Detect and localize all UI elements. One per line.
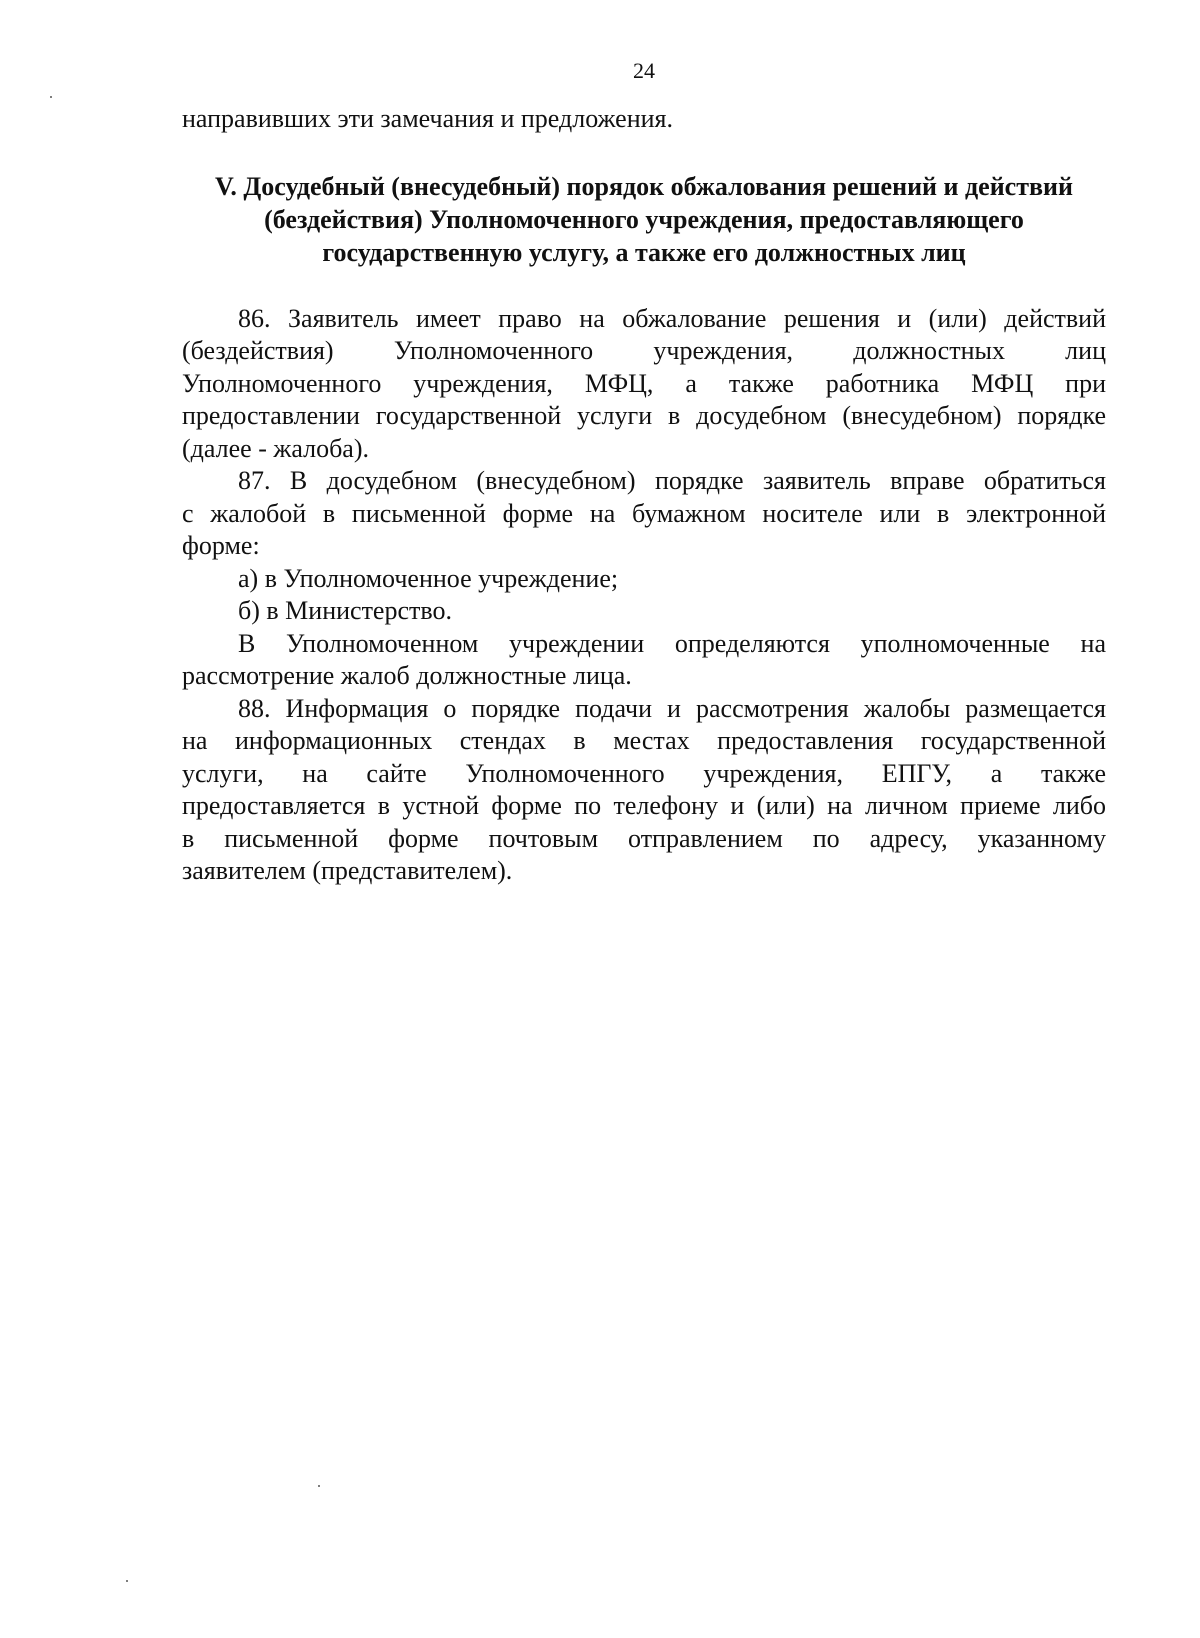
paragraph-line: а) в Уполномоченное учреждение; xyxy=(238,563,619,593)
paragraph-line: заявителем (представителем). xyxy=(182,856,513,885)
page-number: 24 xyxy=(633,58,655,83)
paragraph-line: (далее - жалоба). xyxy=(182,433,370,463)
scan-speck xyxy=(126,1580,128,1582)
paragraph-line: форме: xyxy=(182,531,260,560)
section-heading-line: V. Досудебный (внесудебный) порядок обжалования решений и действий xyxy=(214,171,1073,201)
section-heading-line: (бездействия) Уполномоченного учреждения, предоставляющего xyxy=(264,204,1024,234)
paragraph-line: в письменной форме почтовым отправлением по адресу, указанному xyxy=(182,823,1106,853)
paragraph-line: 88. Информация о порядке подачи и рассмотрения жалобы размещается xyxy=(238,693,1106,723)
section-heading xyxy=(182,170,1106,269)
paragraph-line: предоставляется в устной форме по телефону и (или) на личном приеме либо xyxy=(182,791,1106,820)
paragraph-line: б) в Министерство. xyxy=(238,596,452,625)
paragraph-line: предоставлении государственной услуги в досудебном (внесудебном) порядке xyxy=(182,401,1106,430)
section-heading-line: государственную услугу, а также его должностных лиц xyxy=(322,237,966,267)
scan-speck xyxy=(318,1485,320,1487)
paragraph-line: 87. В досудебном (внесудебном) порядке заявитель вправе обратиться xyxy=(238,466,1106,495)
list-item-a xyxy=(182,563,1106,596)
paragraph-line: на информационных стендах в местах предоставления государственной xyxy=(182,726,1106,755)
paragraph-line: рассмотрение жалоб должностные лица. xyxy=(182,661,632,690)
paragraph-officials xyxy=(182,628,1106,693)
paragraph-line: (бездействия) Уполномоченного учреждения, должностных лиц xyxy=(182,336,1106,365)
paragraph-line: 86. Заявитель имеет право на обжалование решения и (или) действий xyxy=(238,303,1106,333)
document-body xyxy=(182,103,1106,888)
scan-speck xyxy=(50,96,52,98)
paragraph-line: В Уполномоченном учреждении определяются уполномоченные на xyxy=(238,628,1106,658)
list-item-b xyxy=(182,595,1106,628)
paragraph-line: Уполномоченного учреждения, МФЦ, а также работника МФЦ при xyxy=(182,368,1106,398)
paragraph-86 xyxy=(182,303,1106,466)
continuation-text: направивших эти замечания и предложения. xyxy=(182,104,673,133)
paragraph-line: услуги, на сайте Уполномоченного учреждения, ЕПГУ, а также xyxy=(182,758,1106,788)
paragraph-88 xyxy=(182,693,1106,888)
paragraph-87 xyxy=(182,465,1106,563)
paragraph-line: с жалобой в письменной форме на бумажном носителе или в электронной xyxy=(182,498,1106,528)
